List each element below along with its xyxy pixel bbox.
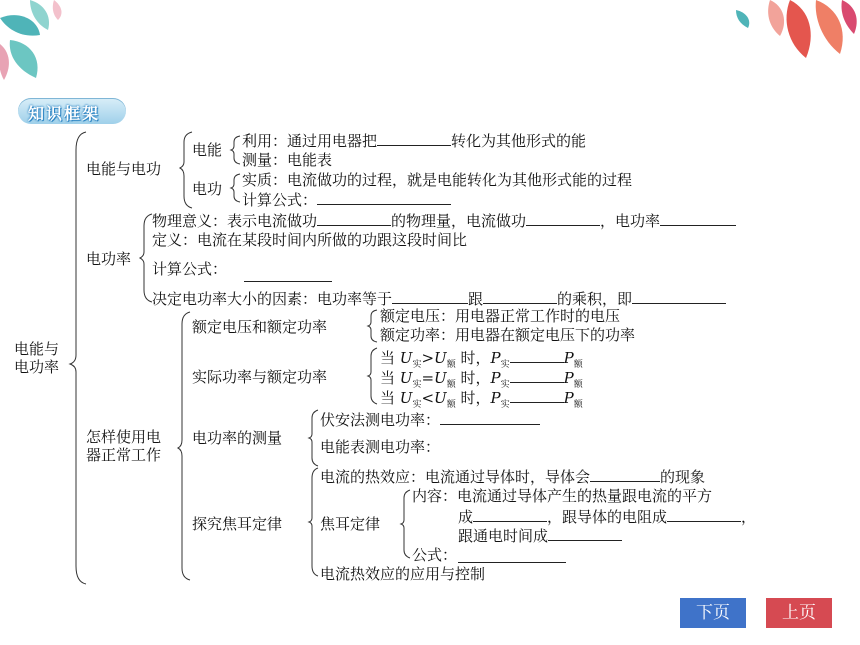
heat-apply: 电流热效应的应用与控制 <box>320 565 486 583</box>
measure-title: 电功率的测量 <box>192 429 283 447</box>
sec1-use: 利用：通过用电器把 转化为其他形式的能 <box>242 132 587 150</box>
root-title-line2: 电功率 <box>14 358 60 376</box>
sec2-title: 电功率 <box>86 250 132 268</box>
law-content: 内容：电流通过导体产生的热量跟电流的平方 <box>412 487 713 505</box>
sec2-formula-blank <box>244 281 332 282</box>
heat-effect: 电流的热效应：电流通过导体时，导体会 的现象 <box>320 468 706 486</box>
joule-law: 焦耳定律 <box>320 515 381 533</box>
sec1-diangong: 电功 <box>192 180 223 198</box>
sec1-title: 电能与电功 <box>86 160 162 178</box>
actual-row-eq: 当 $U_实=U_额$ 时，$P_实$ $P_额$ <box>380 369 583 390</box>
law-formula: 公式： <box>412 546 458 564</box>
next-page-button[interactable]: 下页 <box>680 598 746 628</box>
actual-title: 实际功率与额定功率 <box>192 368 328 386</box>
prev-page-button[interactable]: 上页 <box>766 598 832 628</box>
law-content-3: 跟通电时间成 <box>458 526 622 545</box>
sec3-title-line1: 怎样使用电 <box>86 428 162 446</box>
sec1-diangneng: 电能 <box>192 141 223 159</box>
sec1-measure: 测量：电能表 <box>242 151 333 169</box>
sec1-formula: 计算公式： <box>242 190 451 209</box>
rated-power: 额定功率：用电器在额定电压下的功率 <box>380 326 636 344</box>
law-content-2: 成 ，跟导体的电阻成 ， <box>458 508 757 526</box>
sec1-essence: 实质：电流做功的过程，就是电能转化为其他形式能的过程 <box>242 171 633 189</box>
sec2-formula: 计算公式： <box>152 260 228 278</box>
rated-title: 额定电压和额定功率 <box>192 318 328 336</box>
sec3-title-line2: 器正常工作 <box>86 446 162 464</box>
measure-voltammeter: 伏安法测电功率： <box>320 410 540 429</box>
root-title-line1: 电能与 <box>14 340 60 358</box>
sec2-meaning: 物理意义：表示电流做功 的物理量，电流做功 ，电功率 <box>152 211 736 230</box>
actual-row-gt: 当 $U_实>U_额$ 时，$P_实$ $P_额$ <box>380 349 583 370</box>
actual-row-lt: 当 $U_实<U_额$ 时，$P_实$ $P_额$ <box>380 389 583 410</box>
joule-title: 探究焦耳定律 <box>192 515 283 533</box>
measure-meter: 电能表测电功率： <box>320 438 441 456</box>
law-formula-blank <box>458 562 566 563</box>
sec2-definition: 定义：电流在某段时间内所做的功跟这段时间比 <box>152 231 468 249</box>
rated-voltage: 额定电压：用电器正常工作时的电压 <box>380 307 621 325</box>
sec2-factor: 决定电功率大小的因素：电功率等于 跟 的乘积，即 <box>152 289 726 308</box>
badge-label: 知识框架 <box>28 104 101 123</box>
